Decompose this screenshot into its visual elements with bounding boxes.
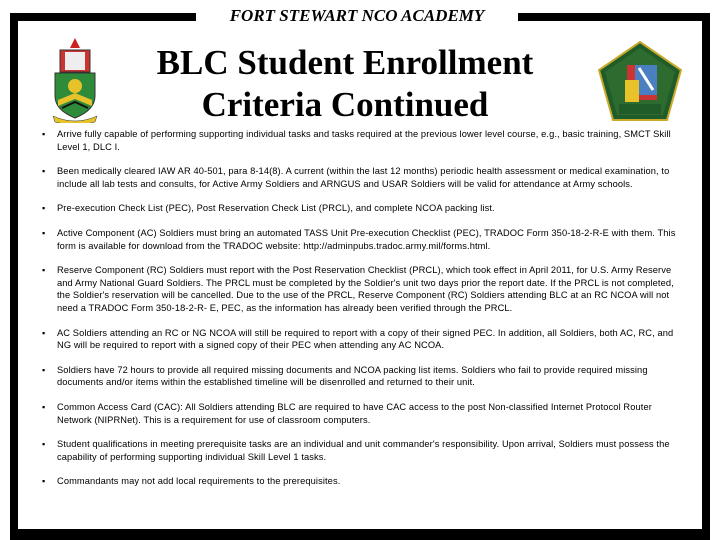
- bullet-icon: ▪: [42, 476, 46, 487]
- criteria-list: [42, 128, 682, 488]
- bullet-icon: ▪: [42, 265, 46, 276]
- list-item-text: Arrive fully capable of performing supporting individual tasks and tasks required at the previous lower level course, e.g., basic training, SMCT Skill Level 1, DLC I.: [57, 129, 671, 152]
- bullet-icon: ▪: [42, 166, 46, 177]
- bullet-icon: ▪: [42, 439, 46, 450]
- list-item-text: Commandants may not add local requirements to the prerequisites.: [57, 476, 341, 487]
- list-item: [42, 227, 682, 252]
- list-item-text: AC Soldiers attending an RC or NG NCOA will still be required to report with a copy of their signed PEC. In addition, all Soldiers, both AC, RC, and NG will be required to report with a signed copy of their PEC when attending any AC NCOA.: [57, 327, 674, 351]
- list-item: [42, 264, 682, 314]
- list-item-text: Common Access Card (CAC): All Soldiers attending BLC are required to have CAC access to the post Non-classified Internet Protocol Router Network (NIPRNet). This is a requirement for use of classroom computers.: [57, 401, 652, 425]
- list-item: [42, 128, 682, 153]
- nco-academy-crest-icon: [50, 38, 100, 123]
- title-line-1: BLC Student Enrollment: [156, 43, 534, 82]
- list-item: [42, 327, 682, 352]
- list-item-text: Been medically cleared IAW AR 40-501, para 8-14(8). A current (within the last 12 months) periodic health assessment or medical examination, to include all lab tests and consults, for Active Army Soldiers and ARNGUS and USAR Soldiers will be valid for attendance at Army schools.: [57, 166, 670, 189]
- page-title: [130, 42, 560, 126]
- bullet-icon: ▪: [42, 203, 46, 214]
- bullet-icon: ▪: [42, 129, 46, 139]
- list-item: [42, 364, 682, 389]
- bullet-icon: ▪: [42, 364, 46, 375]
- title-line-2: Criteria Continued: [201, 85, 489, 124]
- list-item: [42, 165, 682, 190]
- list-item: [42, 438, 682, 463]
- academy-header: FORT STEWART NCO ACADEMY: [196, 6, 518, 26]
- list-item: [42, 202, 682, 215]
- bullet-icon: ▪: [42, 401, 46, 412]
- fort-stewart-emblem-icon: [597, 40, 683, 122]
- list-item: [42, 475, 682, 488]
- list-item-text: Pre-execution Check List (PEC), Post Reservation Check List (PRCL), and complete NCOA packing list.: [57, 203, 495, 214]
- bullet-icon: ▪: [42, 227, 46, 238]
- list-item-text: Student qualifications in meeting prerequisite tasks are an individual and unit commander's responsibility. Upon arrival, Soldiers must possess the capability of performing supporting individual Skill Level 1 tasks.: [57, 439, 670, 462]
- bullet-icon: ▪: [42, 327, 46, 338]
- list-item-text: Active Component (AC) Soldiers must bring an automated TASS Unit Pre-execution Checklist (PEC), TRADOC Form 350-18-2-R-E with them. This form is available for download from the TRADOC website: http://adminpubs.tradoc.army.mil/forms.html.: [57, 227, 676, 251]
- list-item-text: Reserve Component (RC) Soldiers must report with the Post Reservation Checklist (PRCL), which took effect in April 2011, for U.S. Army Reserve and Army National Guard Soldiers. The PRCL must be completed by the Soldier's unit two days prior the report date. If the PRCL is not completed, the Soldier's reservation will be cancelled. Due to the use of the PRCL, Reserve Component (RC) Soldiers attending BLC at an RC NCOA will not need a TRADOC Form 350-18-2-R- E, PEC, as the information has already been verified through the PRCL.: [57, 265, 674, 313]
- list-item-text: Soldiers have 72 hours to provide all required missing documents and NCOA packing list items. Soldiers who fail to provide required missing documents and/or items within the established timeline will be disenrolled and returned to their unit.: [57, 364, 648, 388]
- list-item: [42, 401, 682, 426]
